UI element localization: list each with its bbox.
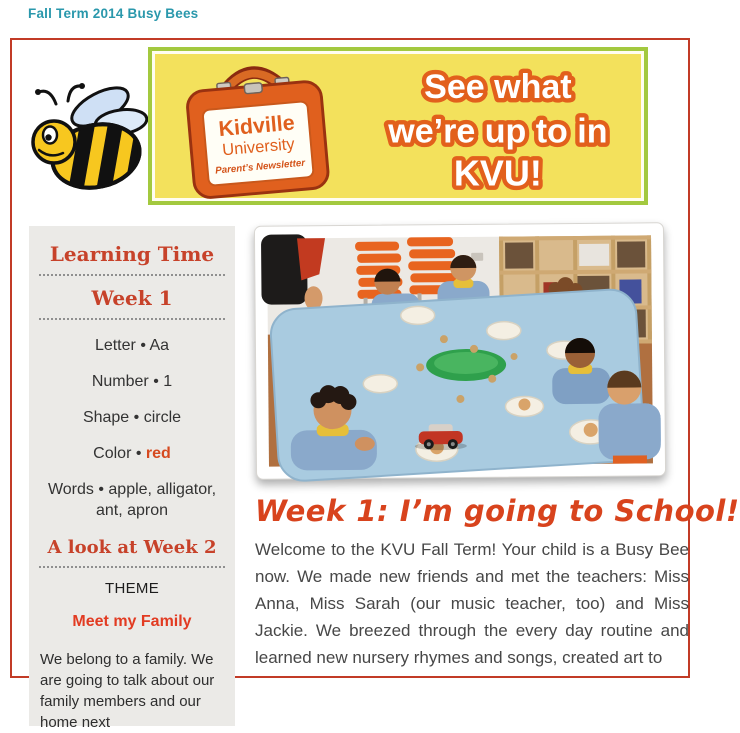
- theme-value: Meet my Family: [72, 613, 192, 630]
- divider: [39, 274, 225, 276]
- page-title: Fall Term 2014 Busy Bees: [28, 6, 199, 21]
- headline-line1: See what: [424, 67, 572, 106]
- headline-line3: KVU!: [453, 152, 542, 194]
- week1-heading: Week 1: I’m going to School!: [255, 494, 740, 528]
- sidebar-heading-week1: Week 1: [91, 286, 173, 310]
- banner-headline: [352, 55, 644, 197]
- logo-line3: Parent’s Newsletter: [214, 157, 306, 177]
- learning-item-color: [37, 443, 227, 464]
- learning-item-words: [37, 479, 227, 521]
- learning-item-number: [37, 371, 227, 392]
- item-label: Shape: [82, 409, 130, 426]
- sidebar: [29, 226, 235, 731]
- item-value: red: [145, 445, 171, 462]
- item-label: Words: [47, 481, 94, 498]
- week2-text: We belong to a family. We are going to talk about our family members and our home next: [40, 651, 215, 731]
- logo-line1: Kidville: [217, 110, 296, 142]
- bee-icon: [26, 80, 150, 198]
- theme-label: THEME: [105, 580, 159, 597]
- bullet: •: [135, 445, 142, 462]
- bullet: •: [153, 373, 159, 390]
- item-label: Number: [91, 373, 149, 390]
- item-value: circle: [143, 409, 182, 426]
- learning-item-letter: [37, 335, 227, 356]
- item-value: Aa: [149, 337, 170, 354]
- banner: [148, 47, 648, 205]
- sidebar-heading-week2: A look at Week 2: [47, 537, 217, 558]
- divider: [39, 566, 225, 568]
- newsletter-frame: [10, 38, 740, 731]
- bullet: •: [133, 409, 140, 426]
- classroom-photo: [267, 235, 653, 466]
- sidebar-heading-learning-time: Learning Time: [49, 242, 215, 266]
- item-value: apple, alligator, ant, apron: [95, 481, 217, 519]
- photo-frame: [254, 222, 666, 480]
- bullet: •: [98, 481, 104, 498]
- item-value: 1: [163, 373, 173, 390]
- lunchbox-logo: [168, 53, 346, 199]
- main-content: [255, 224, 740, 671]
- item-label: Letter: [94, 337, 136, 354]
- item-label: Color: [93, 445, 132, 462]
- bullet: •: [140, 337, 146, 354]
- week1-paragraph: Welcome to the KVU Fall Term! Your child is a Busy Bee now. We made new friends and met the teachers: Miss Anna, Miss Sarah (our music teacher, too) and Miss Jackie. We breezed through the every day routine and learned new nursery rhymes and songs, created art to: [255, 540, 689, 667]
- headline-line2: we’re up to in: [388, 112, 608, 151]
- divider: [39, 318, 225, 320]
- learning-item-shape: [37, 407, 227, 428]
- logo-line2: University: [221, 134, 296, 160]
